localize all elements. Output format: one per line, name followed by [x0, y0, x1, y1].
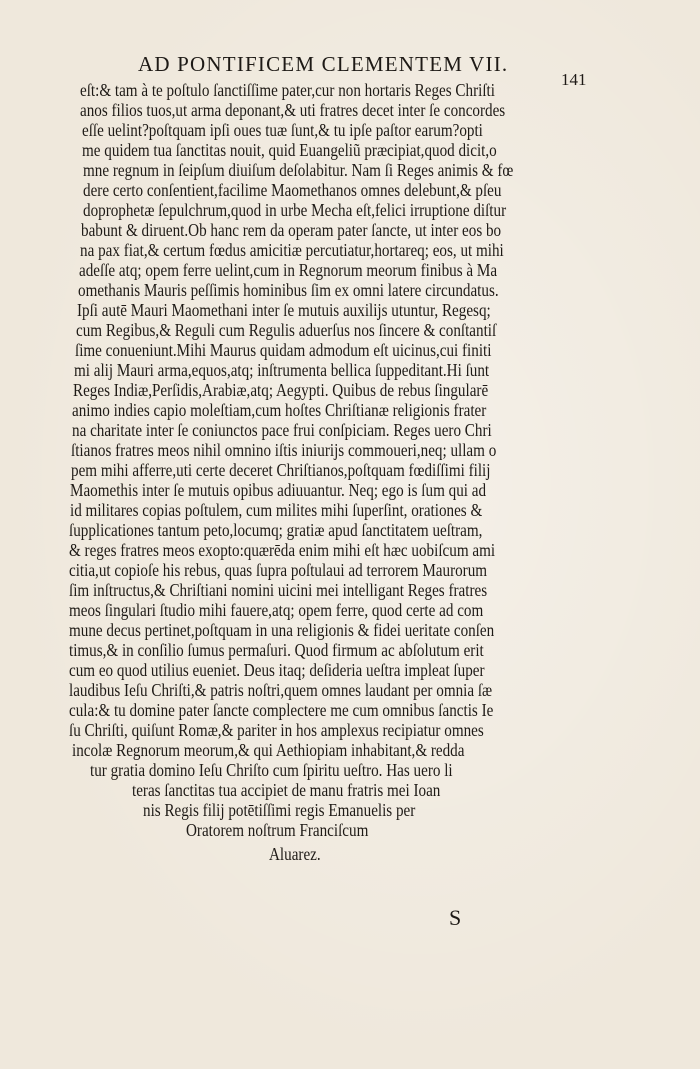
text-line: Maomethis inter ſe mutuis opibus adiuuantur. Neq; ego is ſum qui ad	[70, 480, 487, 500]
text-line: laudibus Ieſu Chriſti,& patris noſtri,quem omnes laudant per omnia ſæ	[69, 680, 493, 700]
text-line: ſtianos fratres meos nihil omnino iſtis iniurijs commoueri,neq; ullam o	[71, 440, 497, 460]
text-line: teras ſanctitas tua accipiet de manu fratris mei Ioan	[132, 780, 441, 800]
text-line: eſt:& tam à te poſtulo ſanctiſſime pater,cur non hortaris Reges Chriſti	[80, 80, 495, 100]
page-number: 141	[561, 70, 587, 89]
text-line: ſupplicationes tantum peto,locumq; gratiæ apud ſanctitatem ueſtram,	[69, 520, 483, 540]
text-line: & reges fratres meos exopto:quærēda enim mihi eſt hæc uobiſcum ami	[69, 540, 496, 560]
text-line: tur gratia domino Ieſu Chriſto cum ſpiritu ueſtro. Has uero li	[90, 760, 453, 780]
running-head: AD PONTIFICEM CLEMENTEM VII.	[138, 52, 509, 76]
text-line: na pax fiat,& certum fœdus amicitiæ percutiatur,hortareq; eos, ut mihi	[80, 240, 504, 260]
text-line: babunt & diruent.Ob hanc rem da operam pater ſancte, ut inter eos bo	[81, 220, 502, 240]
text-line: timus,& in conſilio ſumus permaſuri. Quod firmum ac abſolutum erit	[69, 640, 484, 660]
text-line: ſim inſtructus,& Chriſtiani nomini uicini mei intelligant Reges fratres	[69, 580, 488, 600]
text-line: cum eo quod utilius eueniet. Deus itaq; deſideria ueſtra impleat ſuper	[69, 660, 485, 680]
text-line: mune decus pertinet,poſtquam in una religionis & fidei ueritate conſen	[69, 620, 495, 640]
catchword: S	[449, 905, 462, 930]
text-line: omethanis Mauris peſſimis hominibus ſim ex omni latere circundatus.	[78, 280, 499, 300]
text-line: id militares copias poſtulem, cum milites mihi ſuperſint, orationes &	[70, 500, 483, 520]
text-line: doprophetæ ſepulchrum,quod in urbe Mecha eſt,felici irruptione diſtur	[83, 200, 507, 220]
text-line: ſime conueniunt.Mihi Maurus quidam admodum eſt uicinus,cui finiti	[75, 340, 492, 360]
text-line: mi alij Mauri arma,equos,atq; inſtrumenta bellica ſuppeditant.Hi ſunt	[74, 360, 490, 380]
text-line: animo indies capio moleſtiam,cum hoſtes Chriſtianæ religionis frater	[72, 400, 487, 420]
text-line: citia,ut copioſe his rebus, quas ſupra poſtulaui ad terrorem Maurorum	[69, 560, 488, 580]
text-line: Reges Indiæ,Perſidis,Arabiæ,atq; Aegypti. Quibus de rebus ſingularē	[73, 380, 489, 400]
text-line: pem mihi afferre,uti certe deceret Chriſtianos,poſtquam fœdiſſimi filij	[71, 460, 491, 480]
text-line: anos filios tuos,ut arma deponant,& uti fratres decet inter ſe concordes	[80, 100, 506, 120]
text-line: na charitate inter ſe coniunctos pace frui conſpiciam. Reges uero Chri	[72, 420, 492, 440]
text-line: me quidem tua ſanctitas nouit, quid Euangeliũ præcipiat,quod dicit,o	[82, 140, 497, 160]
text-line: dere certo conſentient,facilime Maomethanos omnes delebunt,& pſeu	[83, 180, 502, 200]
text-line: cula:& tu domine pater ſancte complectere me cum omnibus ſanctis Ie	[69, 700, 494, 720]
text-line: meos ſingulari ſtudio mihi fauere,atq; opem ferre, quod certe ad com	[69, 600, 484, 620]
text-line: Aluarez.	[269, 844, 321, 864]
text-line: Oratorem noſtrum Franciſcum	[186, 820, 369, 840]
text-line: mne regnum in ſeipſum diuiſum deſolabitur. Nam ſi Reges animis & fœ	[83, 160, 514, 180]
text-line: Ipſi autē Mauri Maomethani inter ſe mutuis auxilijs utuntur, Regesq;	[77, 300, 491, 320]
text-line: adeſſe atq; opem ferre uelint,cum in Regnorum meorum finibus à Ma	[79, 260, 498, 280]
text-line: ſu Chriſti, quiſunt Romæ,& pariter in hos amplexus recipiatur omnes	[69, 720, 484, 740]
text-line: cum Regibus,& Reguli cum Regulis aduerſus nos ſincere & conſtantiſ	[76, 320, 497, 340]
text-line: incolæ Regnorum meorum,& qui Aethiopiam inhabitant,& redda	[72, 740, 465, 760]
text-line: eſſe uelint?poſtquam ipſi oues tuæ ſunt,& tu ipſe paſtor earum?opti	[82, 120, 483, 140]
text-line: nis Regis filij potētiſſimi regis Emanuelis per	[143, 800, 416, 820]
